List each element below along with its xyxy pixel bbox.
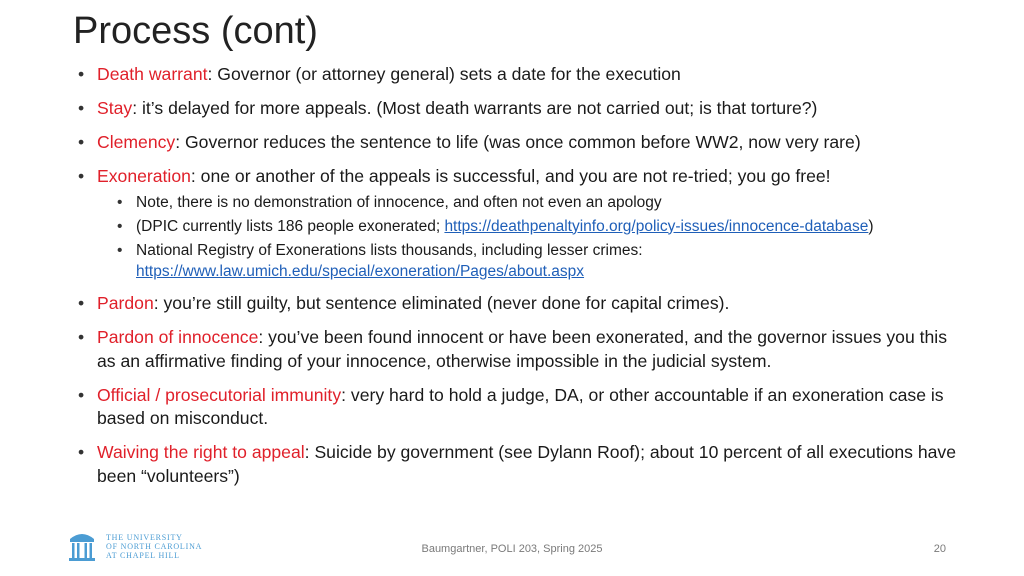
dpic-text: (DPIC currently lists 186 people exonerated;	[136, 217, 445, 235]
slide-title: Process (cont)	[73, 10, 318, 52]
footer-text: Baumgartner, POLI 203, Spring 2025	[421, 543, 603, 555]
bullet-text: : you’re still guilty, but sentence eliminated (never done for capital crimes).	[153, 293, 730, 313]
bullet-clemency	[78, 131, 958, 155]
bullet-term: Death warrant	[97, 64, 208, 84]
bullet-term: Clemency	[97, 132, 176, 152]
bullet-stay	[78, 97, 958, 121]
bullet-text: : very hard to hold a judge, DA, or other accountable if an exoneration case is based on misconduct.	[97, 384, 944, 428]
logo-line: AT CHAPEL HILL	[106, 550, 180, 560]
sub-bullet-registry	[97, 240, 958, 282]
bullet-text: : Governor reduces the sentence to life (was once common before WW2, now very rare)	[175, 132, 861, 152]
bullet-text: : you’ve been found innocent or have been exonerated, and the governor issues you this as an affirmative finding of your innocence, otherwise impossible in the judicial system.	[97, 327, 947, 371]
logo-line: OF NORTH CAROLINA	[106, 541, 203, 551]
sub-bullet-dpic	[97, 216, 958, 237]
bullet-term: Exoneration	[97, 166, 191, 186]
bullet-exoneration	[78, 165, 958, 282]
bullet-list	[78, 63, 958, 499]
bullet-text: : one or another of the appeals is successful, and you are not re-tried; you go free!	[190, 166, 831, 186]
bullet-term: Pardon	[97, 293, 154, 313]
bullet-term: Waiving the right to appeal	[97, 442, 305, 462]
bullet-text: : Suicide by government (see Dylann Roof); about 10 percent of all executions have been “volunteers”)	[97, 442, 957, 486]
bullet-text: : Governor (or attorney general) sets a date for the execution	[207, 64, 681, 84]
bullet-waiving-appeal	[78, 441, 958, 488]
bullet-term: Pardon of innocence	[97, 327, 259, 347]
dpic-link[interactable]: https://deathpenaltyinfo.org/policy-issues/innocence-database	[444, 217, 869, 235]
bullet-death-warrant	[78, 63, 958, 87]
sub-bullet-note: • Note, there is no demonstration of innocence, and often not even an apology	[97, 192, 958, 213]
page-number: 20	[933, 543, 946, 555]
bullet-pardon	[78, 292, 958, 316]
bullet-text: : it’s delayed for more appeals. (Most death warrants are not carried out; is that torture?)	[132, 98, 818, 118]
bullet-pardon-of-innocence	[78, 326, 958, 373]
logo-line: THE UNIVERSITY	[106, 532, 183, 542]
bullet-term: Stay	[97, 98, 133, 118]
sub-bullet-list	[97, 192, 958, 282]
bullet-immunity	[78, 384, 958, 431]
bullet-term: Official / prosecutorial immunity	[97, 384, 342, 405]
registry-text: National Registry of Exonerations lists thousands, including lesser crimes:	[136, 241, 643, 259]
registry-link[interactable]: https://www.law.umich.edu/special/exoneration/Pages/about.aspx	[136, 262, 585, 280]
dpic-suffix: )	[868, 217, 874, 235]
